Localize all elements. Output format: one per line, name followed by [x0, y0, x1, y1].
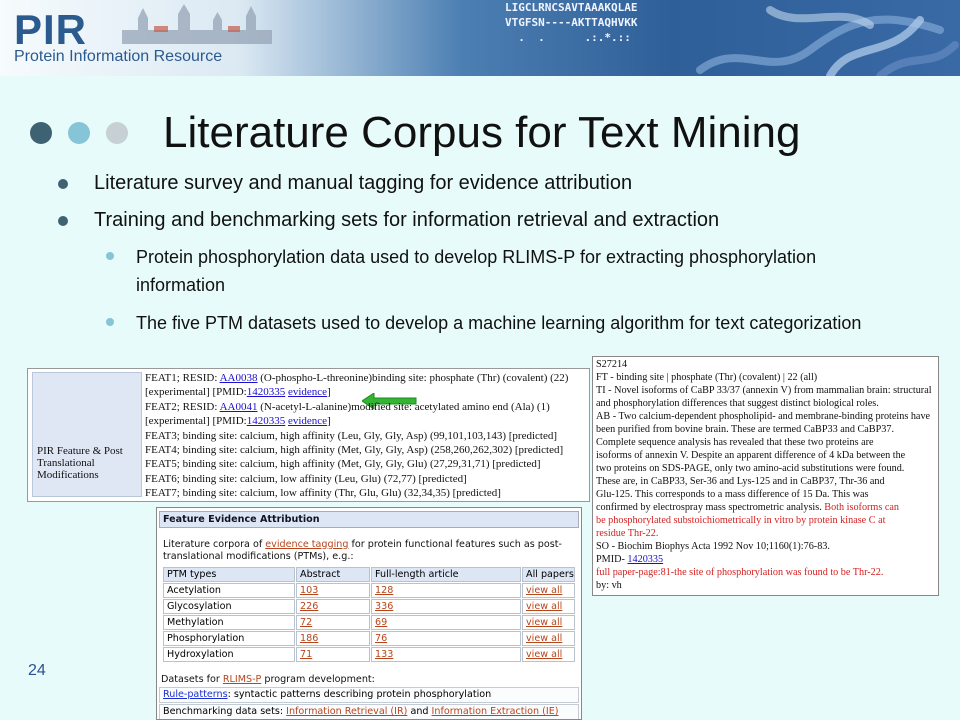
record-line	[596, 398, 879, 409]
record-text: SO - Biochim Biophys Acta 1992 Nov 10;1160(1):76-83.	[596, 541, 830, 552]
ir-link[interactable]: Information Retrieval (IR)	[286, 706, 408, 717]
record-line	[596, 450, 905, 461]
sequence-line: LIGCLRNCSAVTAAAKQLAE	[505, 1, 638, 14]
feature-text: ]	[327, 415, 331, 428]
bullet-text: Literature survey and manual tagging for evidence attribution	[94, 172, 633, 194]
abstract-count-link[interactable]: 72	[300, 617, 313, 628]
feature-line	[145, 401, 550, 413]
record-line	[596, 554, 663, 565]
table-cell	[163, 631, 295, 646]
feature-label-cell	[32, 372, 142, 497]
feature-line	[145, 444, 563, 456]
highlighted-text: be phosphorylated substoichiometrically in vitro by protein kinase C at	[596, 515, 886, 526]
pir-logo-subtitle: Protein Information Resource	[14, 48, 223, 65]
feature-line	[145, 415, 331, 427]
bullet-dot	[58, 216, 68, 226]
table-header-cell: PTM types	[163, 567, 295, 582]
record-text: S27214	[596, 359, 628, 370]
table-cell	[522, 583, 575, 598]
record-text: PMID-	[596, 554, 628, 565]
dot-medium	[68, 122, 90, 144]
record-line	[596, 437, 874, 448]
record-line	[596, 515, 885, 526]
record-text: confirmed by electrospray mass spectrometric analysis.	[596, 502, 825, 513]
castle-illustration	[118, 4, 278, 48]
benchmark-row	[159, 704, 579, 720]
rule-patterns-link[interactable]: Rule-patterns	[163, 689, 228, 700]
table-cell	[371, 583, 521, 598]
record-line	[596, 489, 868, 500]
abstract-count-link[interactable]: 71	[300, 649, 313, 660]
record-text: TI - Novel isoforms of CaBP 33/37 (annexin V) from mammalian brain: structural	[596, 385, 932, 396]
sequence-alignment	[505, 0, 637, 45]
evidence-link[interactable]: evidence	[287, 386, 328, 399]
record-line	[596, 541, 830, 552]
table-cell	[522, 647, 575, 662]
record-text: by: vh	[596, 580, 622, 591]
page-number: 24	[28, 662, 46, 679]
resid-link[interactable]: 1420335	[246, 415, 286, 428]
feature-text: FEAT7; binding site: calcium, low affinity (Thr, Glu, Glu) (32,34,35) [predicted]	[145, 487, 501, 500]
record-text: been purified from bovine brain. These are termed CaBP33 and CaBP37.	[596, 424, 895, 435]
evidence-tagging-link[interactable]: evidence tagging	[265, 539, 349, 550]
ptm-type: Phosphorylation	[167, 633, 245, 644]
record-line	[596, 359, 627, 370]
table-cell	[522, 631, 575, 646]
record-text: and phosphorylation differences that suggest distinct biological roles.	[596, 398, 879, 409]
intro-text: Literature corpora of	[163, 539, 266, 550]
highlighted-text: full paper-page:81-the site of phosphorylation was found to be Thr-22.	[596, 567, 884, 578]
feature-line	[145, 372, 568, 384]
datasets-line	[161, 674, 375, 685]
all-count-link[interactable]: view all	[526, 617, 563, 628]
table-cell	[522, 599, 575, 614]
feature-text: ]	[327, 386, 331, 399]
rule-patterns-text: : syntactic patterns describing protein phosphorylation	[227, 689, 492, 700]
slide-title: Literature Corpus for Text Mining	[163, 108, 801, 157]
intro-line	[163, 539, 562, 550]
intro-line-2: translational modifications (PTMs), e.g.:	[163, 551, 354, 562]
feature-line	[145, 430, 557, 442]
pir-logo: PIR	[14, 6, 88, 53]
ptm-type: Hydroxylation	[167, 649, 234, 660]
record-text: AB - Two calcium-dependent phospholipid- and membrane-binding proteins have	[596, 411, 931, 422]
resid-link[interactable]: 1420335	[246, 386, 286, 399]
feature-text: FEAT5; binding site: calcium, high affinity (Met, Gly, Gly, Glu) (27,29,31,71) [predicted]	[145, 458, 541, 471]
feature-label: PIR Feature & Post Translational Modifications	[37, 445, 123, 481]
datasets-text: Datasets for	[161, 674, 223, 685]
feature-line	[145, 473, 467, 485]
feature-evidence-header: Feature Evidence Attribution	[159, 511, 579, 528]
bullet-dot	[58, 179, 68, 189]
record-line	[596, 372, 817, 383]
feature-line	[145, 458, 541, 470]
table-cell	[296, 631, 370, 646]
rlims-p-link[interactable]: RLIMS-P	[222, 674, 262, 685]
all-count-link[interactable]: view all	[526, 601, 563, 612]
record-text: These are, in CaBP33, Ser-36 and Lys-125 and in CaBP37, Thr-36 and	[596, 476, 885, 487]
record-line	[596, 580, 622, 591]
table-header-cell: All papers	[522, 567, 575, 582]
dot-light	[106, 122, 128, 144]
table-cell	[296, 599, 370, 614]
evidence-link[interactable]: evidence	[287, 415, 328, 428]
all-count-link[interactable]: view all	[526, 649, 563, 660]
table-cell	[163, 599, 295, 614]
record-text: two proteins on SDS-PAGE, only two amino-acid substitutions were found.	[596, 463, 905, 474]
record-text: FT - binding site | phosphate (Thr) (covalent) | 22 (all)	[596, 372, 818, 383]
datasets-text: program development:	[261, 674, 375, 685]
all-count-link[interactable]: view all	[526, 633, 563, 644]
table-cell	[163, 647, 295, 662]
header-banner	[0, 0, 960, 76]
full-count-link[interactable]: 76	[375, 633, 388, 644]
record-text: Glu-125. This corresponds to a mass difference of 15 Da. This was	[596, 489, 869, 500]
full-count-link[interactable]: 336	[375, 601, 394, 612]
sub-bullet-dot	[106, 318, 114, 326]
pir-feature-screenshot	[27, 368, 590, 502]
abstract-record-screenshot	[592, 356, 939, 596]
intro-text: for protein functional features such as post-	[348, 539, 562, 550]
table-cell	[163, 615, 295, 630]
record-text: Complete sequence analysis has revealed that these two proteins are	[596, 437, 874, 448]
sequence-line: VTGFSN----AKTTAQHVKK	[505, 16, 638, 29]
bullet-text: Training and benchmarking sets for information retrieval and extraction	[94, 209, 720, 231]
record-line	[596, 424, 894, 435]
rule-patterns-row	[159, 687, 579, 703]
benchmark-text: Benchmarking data sets:	[163, 706, 287, 717]
sub-bullet-text: The five PTM datasets used to develop a machine learning algorithm for text categorization	[136, 313, 862, 333]
record-line	[596, 567, 883, 578]
feature-text: FEAT1; RESID:	[145, 372, 220, 384]
resid-link[interactable]: AA0038	[219, 372, 258, 384]
feature-text: (N-acetyl-L-alanine)modified site: acetylated amino end (Ala) (1)	[257, 400, 550, 413]
record-text: isoforms of annexin V. Despite an apparent difference of 4 kDa between the	[596, 450, 906, 461]
highlighted-text: Both isoforms can	[824, 502, 899, 513]
table-cell	[296, 647, 370, 662]
feature-line	[145, 386, 331, 398]
sub-bullet-text: Protein phosphorylation data used to develop RLIMS-P for extracting phosphorylation information	[136, 247, 817, 295]
resid-link[interactable]: AA0041	[219, 400, 258, 413]
table-cell	[371, 599, 521, 614]
feature-text: FEAT6; binding site: calcium, low affinity (Leu, Glu) (72,77) [predicted]	[145, 472, 467, 485]
abstract-count-link[interactable]: 226	[300, 601, 319, 612]
full-count-link[interactable]: 133	[375, 649, 394, 660]
record-line	[596, 463, 904, 474]
table-header-cell: Full-length article	[371, 567, 521, 582]
benchmark-text: and	[407, 706, 432, 717]
dot-dark	[30, 122, 52, 144]
protein-structure-image	[680, 0, 960, 76]
all-count-link[interactable]: view all	[526, 585, 563, 596]
feature-text: FEAT3; binding site: calcium, high affinity (Leu, Gly, Gly, Asp) (99,101,103,143) [predicted]	[145, 429, 558, 442]
sequence-line: . . .:.*.::	[505, 31, 631, 44]
table-cell	[163, 583, 295, 598]
highlighted-text: residue Thr-22.	[596, 528, 659, 539]
record-line	[596, 476, 885, 487]
full-count-link[interactable]: 128	[375, 585, 394, 596]
table-cell	[371, 615, 521, 630]
feature-text: FEAT2; RESID:	[145, 400, 220, 413]
sub-bullet-dot	[106, 252, 114, 260]
feature-line	[145, 487, 501, 499]
feature-text: [experimental] [PMID:	[145, 386, 247, 399]
record-line	[596, 385, 932, 396]
ptm-type: Acetylation	[167, 585, 221, 596]
table-cell	[371, 647, 521, 662]
record-line	[596, 502, 899, 513]
table-cell	[296, 583, 370, 598]
ie-link[interactable]: Information Extraction (IE)	[431, 706, 559, 717]
title-dots	[30, 122, 140, 146]
pmid-link[interactable]: 1420335	[627, 554, 664, 565]
record-line	[596, 411, 930, 422]
abstract-count-link[interactable]: 186	[300, 633, 319, 644]
table-cell	[371, 631, 521, 646]
feature-text: [experimental] [PMID:	[145, 415, 247, 428]
feature-text: FEAT4; binding site: calcium, high affinity (Met, Gly, Gly, Asp) (258,260,262,302) [predicted]	[145, 444, 564, 456]
table-header-cell: Abstract	[296, 567, 370, 582]
abstract-count-link[interactable]: 103	[300, 585, 319, 596]
feature-text: (O-phospho-L-threonine)binding site: phosphate (Thr) (covalent) (22)	[257, 372, 569, 384]
ptm-type: Methylation	[167, 617, 224, 628]
table-cell	[522, 615, 575, 630]
full-count-link[interactable]: 69	[375, 617, 388, 628]
table-cell	[296, 615, 370, 630]
feature-evidence-screenshot	[156, 507, 582, 720]
record-line	[596, 528, 658, 539]
ptm-type: Glycosylation	[167, 601, 232, 612]
